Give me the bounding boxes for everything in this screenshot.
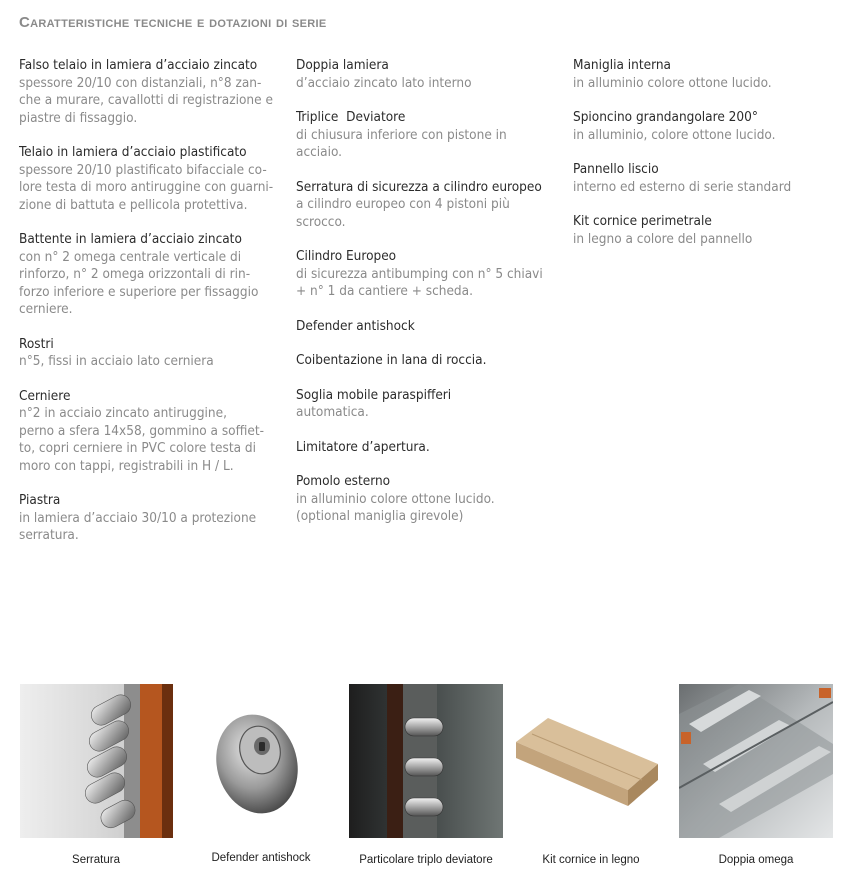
spec-title: Defender antishock xyxy=(296,317,415,334)
spec-desc-line: spessore 20/10 con distanziali, n°8 zan- xyxy=(19,74,262,91)
spec-desc-line: in lamiera d’acciaio 30/10 a protezione xyxy=(19,509,257,526)
photo-caption: Particolare triplo deviatore xyxy=(359,854,493,866)
spec-desc-line: scrocco. xyxy=(296,213,346,230)
spec-title: Spioncino grandangolare 200° xyxy=(573,109,758,125)
spec-item xyxy=(19,336,281,371)
spec-item xyxy=(296,248,558,301)
spec-title: Soglia mobile paraspifferi xyxy=(296,386,452,403)
spec-desc-line: interno ed esterno di serie standard xyxy=(573,178,792,195)
spec-item xyxy=(573,213,835,248)
spec-title: Rostri xyxy=(19,335,54,352)
spec-title: Cilindro Europeo xyxy=(296,248,397,264)
spec-item xyxy=(573,161,835,196)
spec-title: Kit cornice perimetrale xyxy=(573,213,712,229)
spec-desc-line: di chiusura inferiore con pistone in xyxy=(296,126,507,143)
spec-title: Pannello liscio xyxy=(573,161,659,177)
spec-title: Triplice Deviatore xyxy=(296,109,406,125)
spec-title: Maniglia interna xyxy=(573,57,671,73)
spec-item xyxy=(573,57,835,92)
photo-caption: Serratura xyxy=(72,854,120,866)
spec-title: Limitatore d’apertura. xyxy=(296,438,430,455)
lock-bolts-photo xyxy=(20,684,173,838)
spec-item xyxy=(19,144,281,214)
spec-desc-line: moro con tappi, registrabili in H / L. xyxy=(19,457,234,474)
spec-item xyxy=(19,388,281,476)
spec-title: Piastra xyxy=(19,492,61,508)
spec-desc-line: to, copri cerniere in PVC colore testa di xyxy=(19,440,256,456)
spec-desc-line: automatica. xyxy=(296,404,369,420)
spec-desc-line: cerniere. xyxy=(19,301,73,317)
spec-column-2 xyxy=(296,57,558,543)
spec-title: Serratura di sicurezza a cilindro europeo xyxy=(296,178,542,195)
spec-desc-line: acciaio. xyxy=(296,144,343,160)
spec-title: Telaio in lamiera d’acciaio plastificato xyxy=(19,144,247,160)
spec-desc-line: serratura. xyxy=(19,527,79,543)
spec-desc-line: perno a sfera 14x58, gommino a soffiet- xyxy=(19,422,264,439)
spec-desc-line: che a murare, cavallotti di registrazione e xyxy=(19,92,273,108)
spec-item xyxy=(296,57,558,92)
double-omega-photo xyxy=(679,684,833,838)
spec-item xyxy=(19,231,281,319)
spec-title: Battente in lamiera d’acciaio zincato xyxy=(19,231,242,247)
spec-column-1 xyxy=(19,57,281,562)
photo-gallery xyxy=(0,684,848,874)
spec-title: Coibentazione in lana di roccia. xyxy=(296,352,487,368)
spec-item xyxy=(296,439,558,457)
spec-desc-line: spessore 20/10 plastificato bifacciale co- xyxy=(19,161,267,178)
spec-title: Doppia lamiera xyxy=(296,57,389,73)
spec-desc-line: in alluminio colore ottone lucido. xyxy=(296,490,495,507)
spec-desc-line: con n° 2 omega centrale verticale di xyxy=(19,248,242,265)
spec-item xyxy=(19,492,281,545)
wood-frame-photo xyxy=(512,684,662,834)
spec-desc-line: lore testa di moro antiruggine con guarni- xyxy=(19,179,274,195)
spec-item xyxy=(573,109,835,144)
spec-item xyxy=(296,179,558,232)
spec-desc-line: n°5, fissi in acciaio lato cerniera xyxy=(19,353,214,369)
photo-caption: Doppia omega xyxy=(718,854,794,866)
spec-item xyxy=(296,352,558,370)
spec-desc-line: (optional maniglia girevole) xyxy=(296,508,464,524)
spec-column-3 xyxy=(573,57,835,265)
photo-caption: Defender antishock xyxy=(211,852,311,864)
spec-item xyxy=(19,57,281,127)
spec-desc-line: n°2 in acciaio zincato antiruggine, xyxy=(19,405,227,421)
triple-bolt-photo xyxy=(349,684,503,838)
spec-desc-line: in alluminio, colore ottone lucido. xyxy=(573,126,776,143)
page-title: Caratteristiche tecniche e dotazioni di serie xyxy=(19,14,327,31)
photo-caption: Kit cornice in legno xyxy=(542,854,640,866)
spec-item xyxy=(296,387,558,422)
spec-desc-line: in alluminio colore ottone lucido. xyxy=(573,74,772,91)
spec-desc-line: d’acciaio zincato lato interno xyxy=(296,74,472,91)
spec-item xyxy=(296,473,558,526)
defender-photo xyxy=(205,684,315,834)
spec-desc-line: zione di battuta e pellicola protettiva. xyxy=(19,196,248,213)
spec-item xyxy=(296,318,558,336)
spec-desc-line: piastre di fissaggio. xyxy=(19,109,138,126)
spec-desc-line: forzo inferiore e superiore per fissaggio xyxy=(19,283,259,300)
spec-desc-line: rinforzo, n° 2 omega orizzontali di rin- xyxy=(19,266,251,282)
spec-title: Cerniere xyxy=(19,387,71,404)
spec-desc-line: a cilindro europeo con 4 pistoni più xyxy=(296,196,510,212)
spec-title: Pomolo esterno xyxy=(296,473,391,489)
spec-desc-line: in legno a colore del pannello xyxy=(573,230,753,247)
spec-item xyxy=(296,109,558,162)
spec-desc-line: + n° 1 da cantiere + scheda. xyxy=(296,283,473,299)
spec-title: Falso telaio in lamiera d’acciaio zincato xyxy=(19,57,258,73)
spec-desc-line: di sicurezza antibumping con n° 5 chiavi xyxy=(296,265,543,282)
